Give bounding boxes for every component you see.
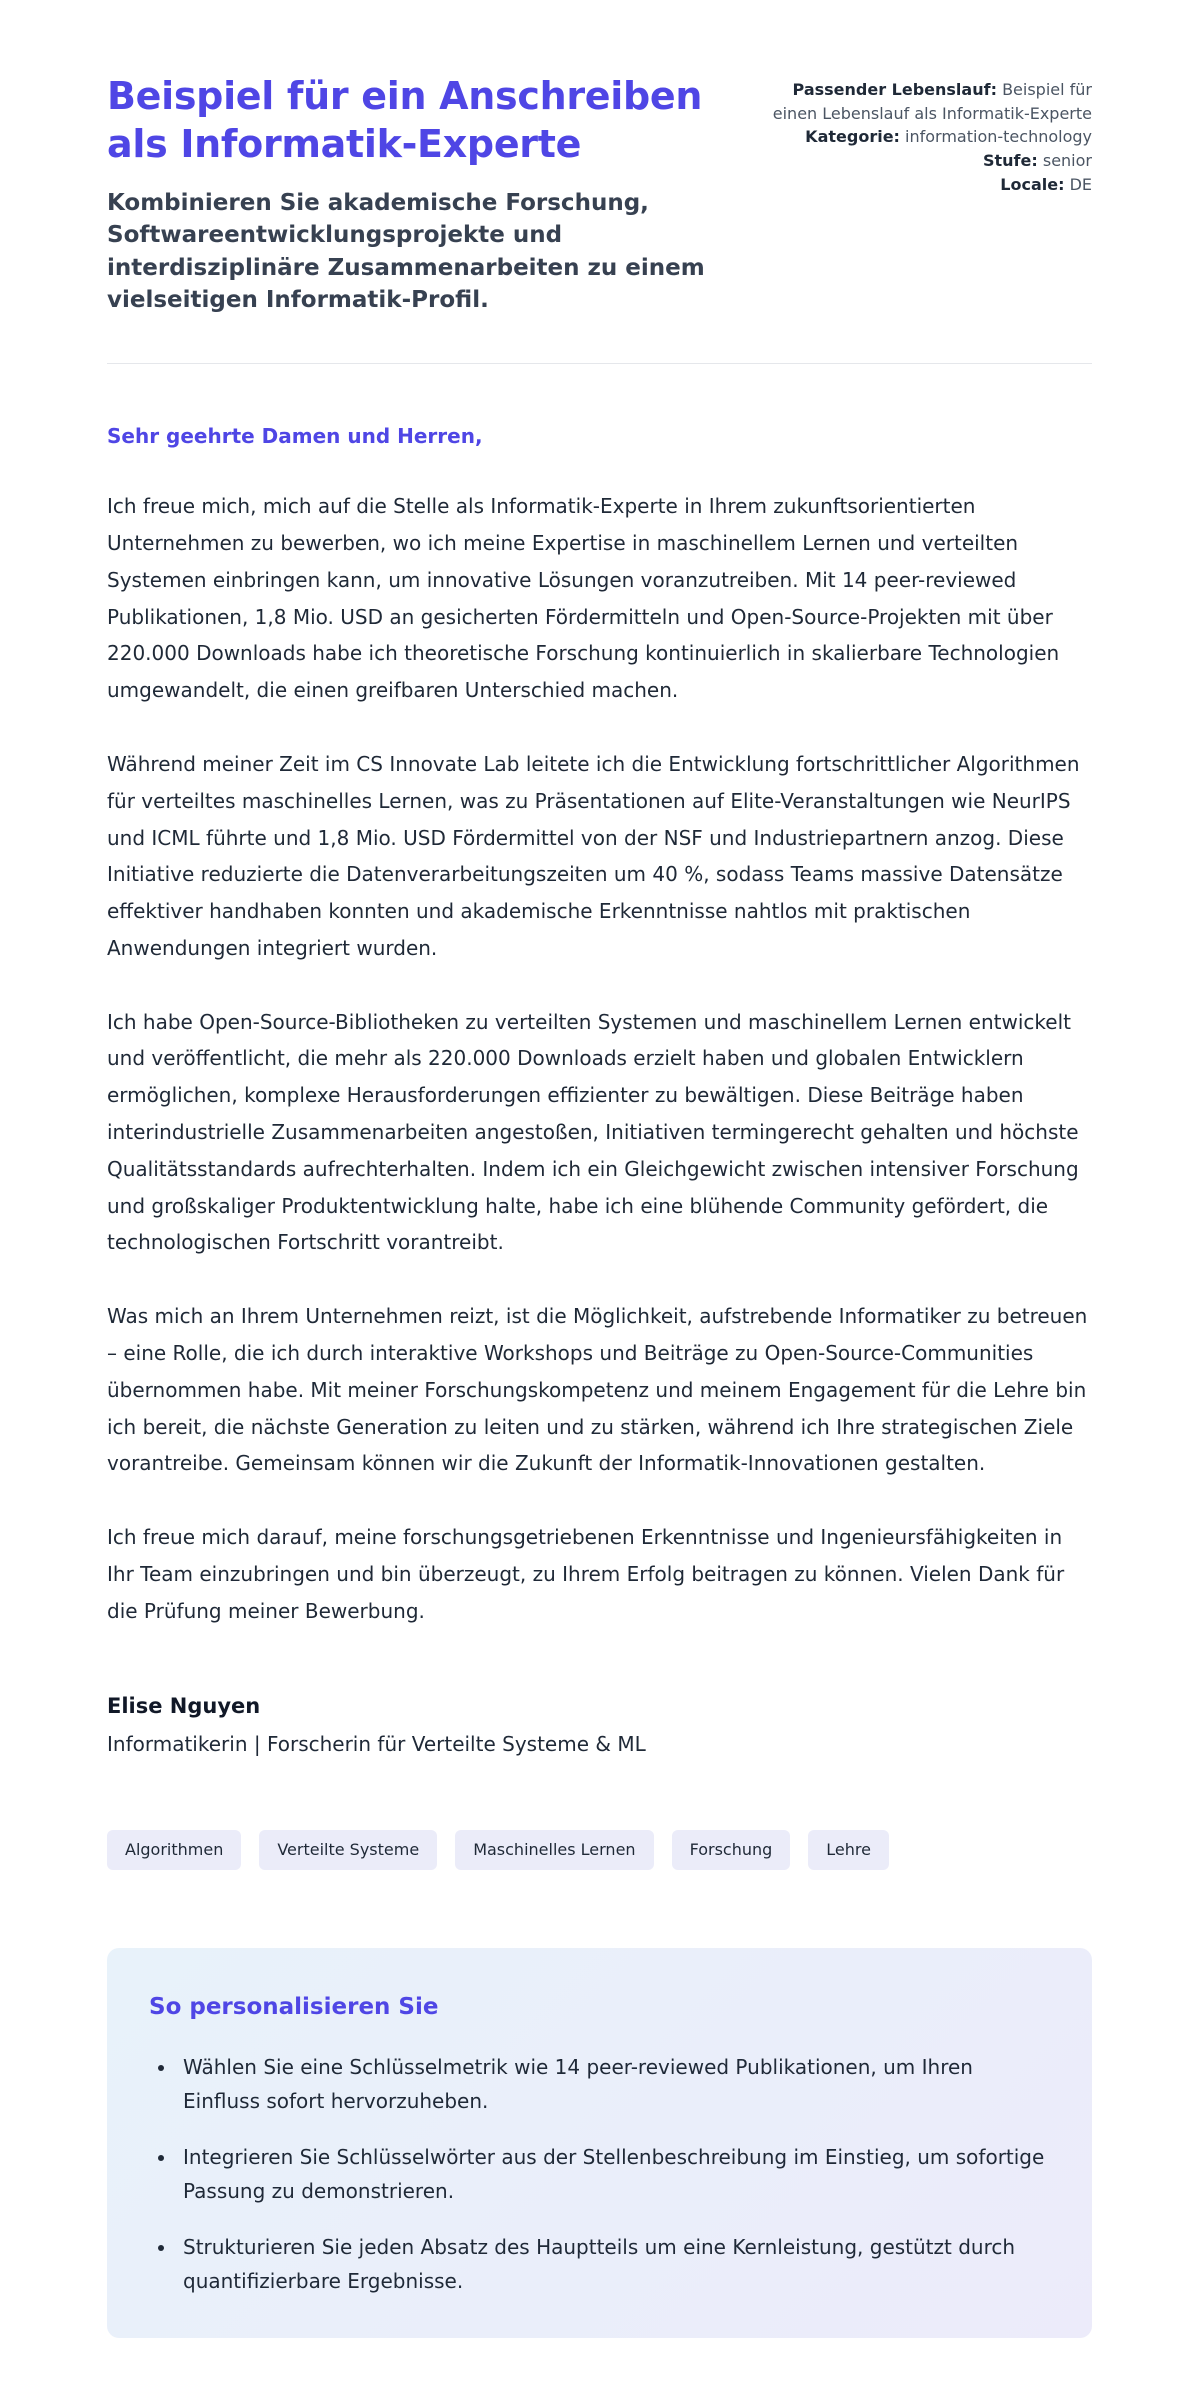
meta-value: senior — [1042, 151, 1092, 171]
meta-label: Passender Lebenslauf: — [792, 80, 997, 99]
paragraph: Ich habe Open-Source-Bibliotheken zu verteilten Systemen und maschinellem Lernen entwickelt und veröffentlicht, die mehr als 220.000 Downloads erzielt haben und globalen Entwicklern ermöglichen, komplexe Herausforderungen effizienter zu bewältigen. Diese Beiträge haben interindustrielle Zusammenarbeiten angestoßen, Initiativen termingerecht gehalten und höchste Qualitätsstandards aufrechterhalten. Indem ich ein Gleichgewicht zwischen intensiver Forschung und großskaliger Produktentwicklung halte, habe ich eine blühende Community gefördert, die technologischen Fortschritt vorantreibt. — [107, 1009, 1079, 1255]
signature-name: Elise Nguyen — [107, 1693, 261, 1718]
meta-label: Stufe: — [982, 151, 1038, 171]
tag-chip[interactable]: Lehre — [808, 1830, 889, 1870]
meta-value: Beispiel für einen Lebenslauf als Informatik-Experte — [772, 80, 1092, 123]
personalize-box — [107, 1948, 1092, 2338]
paragraph: Ich freue mich, mich auf die Stelle als Informatik-Experte in Ihrem zukunftsorientierten Unternehmen zu bewerben, wo ich meine Expertise in maschinellem Lernen und verteilten Systemen einbringen kann, um innovative Lösungen voranzutreiben. Mit 14 peer-reviewed Publikationen, 1,8 Mio. USD an gesicherten Fördermitteln und Open-Source-Projekten mit über 220.000 Downloads habe ich theoretische Forschung kontinuierlich in skalierbare Technologien umgewandelt, die einen greifbaren Unterschied machen. — [107, 494, 1060, 703]
meta-label: Locale: — [1000, 174, 1065, 194]
meta-label: Kategorie: — [805, 127, 900, 147]
page-title: Beispiel für ein Anschreiben als Informatik-Experte — [107, 74, 703, 167]
page-subtitle: Kombinieren Sie akademische Forschung, Softwareentwicklungsprojekte und interdisziplinäre Zusammenarbeiten zu einem vielseitigen Informatik-Profil. — [107, 189, 705, 314]
meta-value: DE — [1069, 174, 1092, 194]
signature — [107, 1694, 1092, 1756]
letter-body — [107, 424, 1092, 1756]
paragraph: Während meiner Zeit im CS Innovate Lab leitete ich die Entwicklung fortschrittlicher Algorithmen für verteiltes maschinelles Lernen, was zu Präsentationen auf Elite-Veranstaltungen wie NeurIPS und ICML führte und 1,8 Mio. USD Fördermittel von der NSF und Industriepartnern anzog. Diese Initiative reduzierte die Datenverarbeitungszeiten um 40 %, sodass Teams massive Datensätze effektiver handhaben konnten und akademische Erkenntnisse nahtlos mit praktischen Anwendungen integriert wurden. — [107, 751, 1080, 960]
tag-chip[interactable]: Verteilte Systeme — [259, 1830, 437, 1870]
personalize-item: • Integrieren Sie Schlüsselwörter aus der Stellenbeschreibung im Einstieg, um sofortige Passung zu demonstrieren. — [177, 2140, 1050, 2208]
signature-role: Informatikerin | Forscherin für Verteilte Systeme & ML — [107, 1731, 646, 1756]
meta-row-locale — [762, 173, 1092, 197]
personalize-list — [149, 2050, 1050, 2298]
tag-chip[interactable]: Forschung — [672, 1830, 791, 1870]
paragraph: Was mich an Ihrem Unternehmen reizt, ist die Möglichkeit, aufstrebende Informatiker zu betreuen – eine Rolle, die ich durch interaktive Workshops und Beiträge zu Open-Source-Communities übernommen habe. Mit meiner Forschungskompetenz und meinem Engagement für die Lehre bin ich bereit, die nächste Generation zu leiten und zu stärken, während ich Ihre strategischen Ziele vorantreibe. Gemeinsam können wir die Zukunft der Informatik-Innovationen gestalten. — [107, 1304, 1088, 1476]
header-left — [107, 72, 714, 317]
personalize-title: So personalisieren Sie — [149, 1993, 439, 2020]
greeting: Sehr geehrte Damen und Herren, — [107, 424, 483, 449]
meta-row-matching-resume — [762, 78, 1092, 125]
personalize-item: • Strukturieren Sie jeden Absatz des Hauptteils um eine Kernleistung, gestützt durch quantifizierbare Ergebnisse. — [177, 2230, 1050, 2298]
tag-list — [107, 1830, 1092, 1870]
personalize-item: • Wählen Sie eine Schlüsselmetrik wie 14 peer-reviewed Publikationen, um Ihren Einfluss sofort hervorzuheben. — [177, 2050, 1050, 2118]
divider — [107, 363, 1092, 364]
tag-chip[interactable]: Maschinelles Lernen — [455, 1830, 653, 1870]
tag-chip[interactable]: Algorithmen — [107, 1830, 241, 1870]
meta-block — [762, 72, 1092, 196]
header — [107, 72, 1092, 317]
meta-row-category — [762, 125, 1092, 149]
meta-row-level — [762, 149, 1092, 173]
paragraph: Ich freue mich darauf, meine forschungsgetriebenen Erkenntnisse und Ingenieursfähigkeiten in Ihr Team einzubringen und bin überzeugt, zu Ihrem Erfolg beitragen zu können. Vielen Dank für die Prüfung meiner Bewerbung. — [107, 1525, 1065, 1623]
meta-value: information-technology — [905, 127, 1092, 147]
